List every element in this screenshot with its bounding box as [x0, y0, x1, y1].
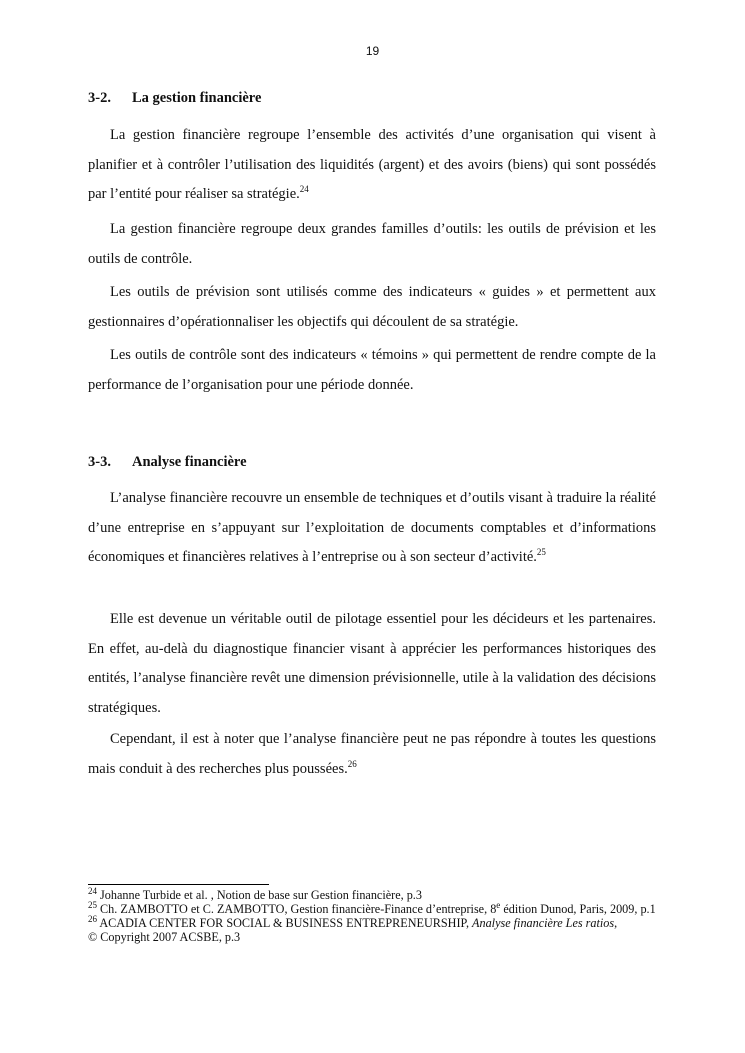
paragraph-text: L’analyse financière recouvre un ensemble de techniques et d’outils visant à traduire la réalité d’une entreprise en s’appuyant sur l’exploitation de documents comptables et d’informations économiques et financières relatives à l’entreprise ou à son secteur d’activité. [88, 490, 656, 565]
footnote-continuation: © Copyright 2007 ACSBE, p.3 [88, 930, 241, 944]
paragraph [88, 605, 656, 723]
footnote-text: , [614, 916, 618, 930]
paragraph-text: Les outils de prévision sont utilisés comme des indicateurs « guides » et permettent aux gestionnaires d’opérationnaliser les objectifs qui découlent de sa stratégie. [88, 284, 656, 330]
footnote-number: 26 [88, 913, 97, 924]
section-heading-3-2 [88, 90, 261, 107]
paragraph [88, 121, 656, 210]
footnote-text: Ch. ZAMBOTTO et C. ZAMBOTTO, Gestion financière-Finance d’entreprise, 8 [100, 902, 497, 916]
paragraph [88, 278, 656, 337]
section-number: 3-2. [88, 90, 111, 106]
paragraph-text: Cependant, il est à noter que l’analyse financière peut ne pas répondre à toutes les questions mais conduit à des recherches plus poussées. [88, 731, 656, 777]
page-number: 19 [365, 44, 380, 58]
footnote [88, 913, 658, 930]
paragraph [88, 725, 656, 784]
footnote-number: 24 [88, 885, 97, 896]
footnote-title: Analyse financière Les ratios [472, 916, 615, 930]
paragraph-text: La gestion financière regroupe deux grandes familles d’outils: les outils de prévision et les outils de contrôle. [88, 221, 656, 267]
section-title: La gestion financière [132, 90, 262, 106]
footnote-ref: 26 [347, 758, 357, 769]
footnote-text: Johanne Turbide et al. , Notion de base sur Gestion financière, p.3 [100, 888, 422, 902]
footnote-text: ACADIA CENTER FOR SOCIAL & BUSINESS ENTREPRENEURSHIP, [99, 916, 473, 930]
footnote-number: 25 [88, 899, 97, 910]
footnotes [88, 885, 658, 944]
footnote [88, 899, 658, 916]
superscript: e [496, 899, 501, 910]
paragraph-text: Elle est devenue un véritable outil de pilotage essentiel pour les décideurs et les partenaires. En effet, au-delà du diagnostique financier visant à apprécier les performances historiques des entités, l’analyse financière revêt une dimension prévisionnelle, utile à la validation des décisions stratégiques. [88, 611, 656, 716]
paragraph-text: La gestion financière regroupe l’ensemble des activités d’une organisation qui visent à planifier et à contrôler l’utilisation des liquidités (argent) et des avoirs (biens) qui sont possédés par l’entité pour réaliser sa stratégie. [88, 127, 656, 202]
section-title: Analyse financière [132, 454, 247, 470]
paragraph [88, 215, 656, 274]
footnote-divider [88, 884, 269, 885]
footnote [88, 885, 658, 902]
paragraph-text: Les outils de contrôle sont des indicateurs « témoins » qui permettent de rendre compte de la performance de l’organisation pour une période donnée. [88, 347, 656, 393]
footnote-ref: 24 [299, 184, 309, 195]
section-heading-3-3 [88, 454, 247, 471]
section-number: 3-3. [88, 454, 111, 470]
footnote-ref: 25 [536, 547, 546, 558]
paragraph [88, 341, 656, 400]
footnote-text: édition Dunod, Paris, 2009, p.1 [500, 902, 656, 916]
paragraph [88, 484, 656, 573]
